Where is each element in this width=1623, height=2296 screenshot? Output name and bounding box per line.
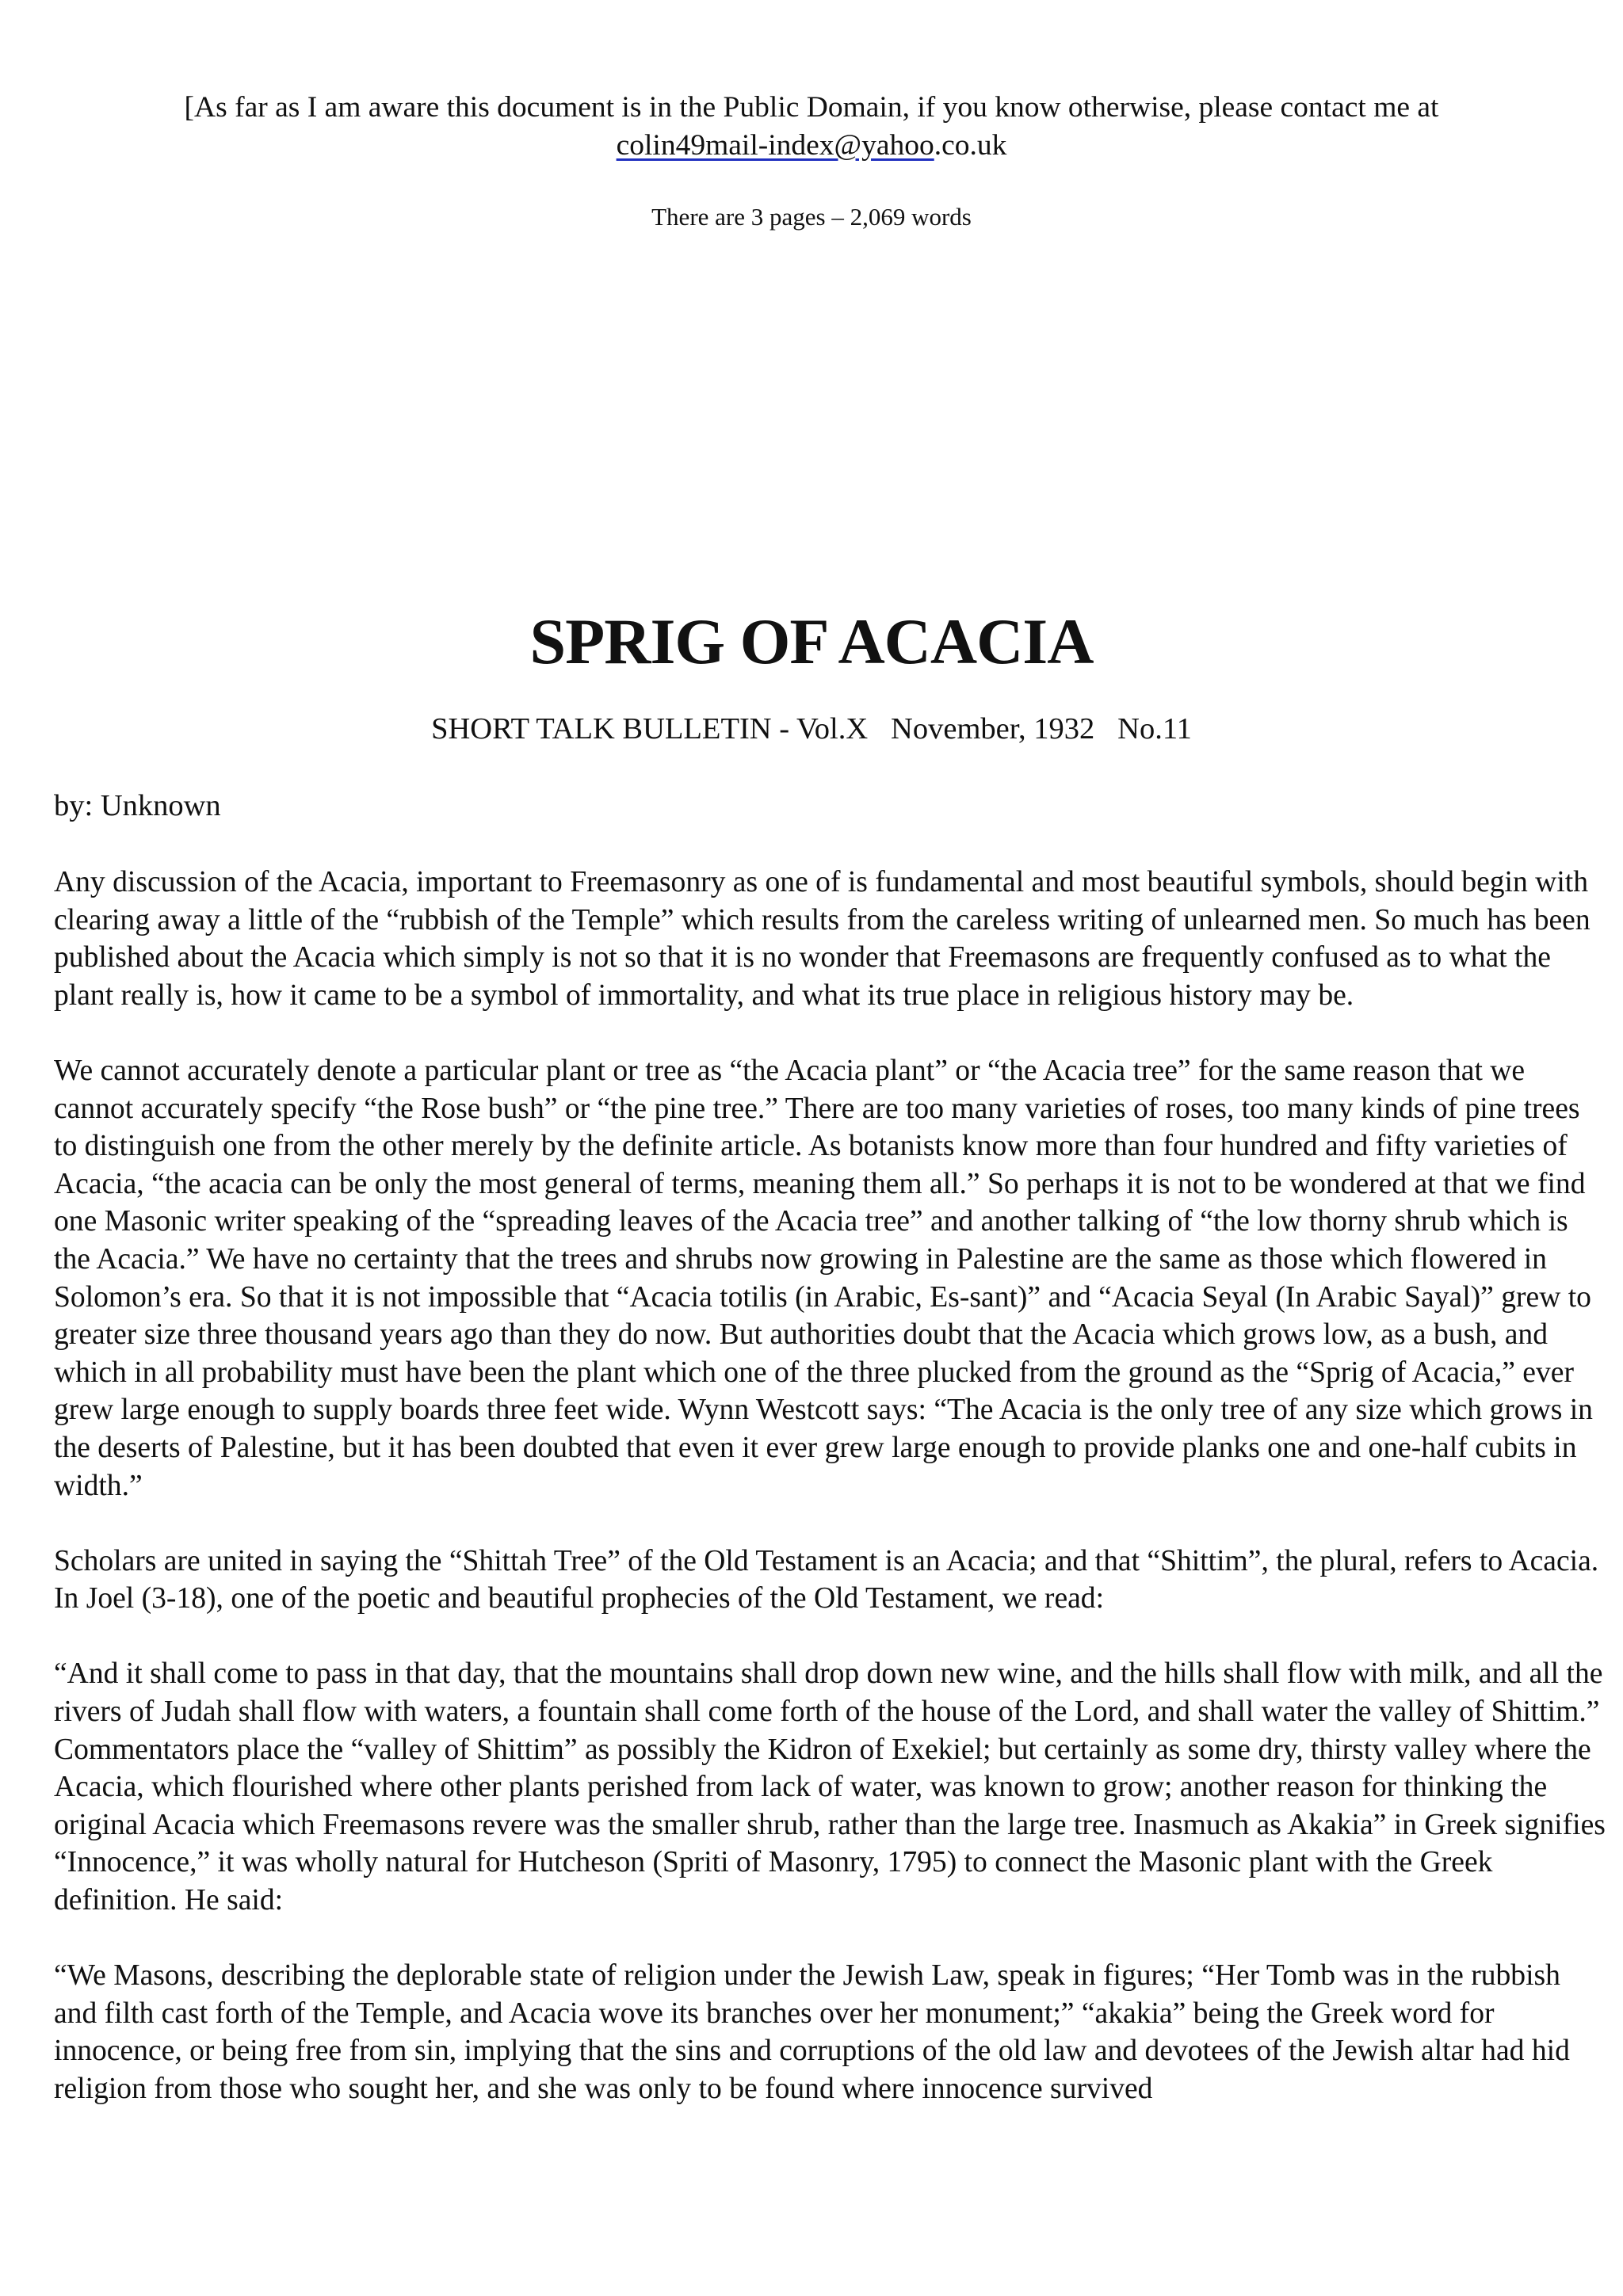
public-domain-notice (95, 89, 1528, 165)
document-subtitle: SHORT TALK BULLETIN - Vol.X November, 1932 No.11 (431, 712, 1192, 746)
paragraph: “And it shall come to pass in that day, that the mountains shall drop down new wine, and the hills shall flow with milk, and all the rivers of Judah shall flow with waters, a fountain shall come forth of the house of the Lord, and shall water the valley of Shittim.” Commentators place the “valley of Shittim” as possibly the Kidron of Exekiel; but certainly as some dry, thirsty valley where the Acacia, which flourished where other plants perished from lack of water, was known to grow; another reason for thinking the original Acacia which Freemasons revere was the smaller shrub, rather than the large tree. Inasmuch as Akakia” in Greek signifies “Innocence,” it was wholly natural for Hutcheson (Spriti of Masonry, 1795) to connect the Masonic plant with the Greek definition. He said: (54, 1657, 1606, 1917)
paragraph: “We Masons, describing the deplorable state of religion under the Jewish Law, speak in figures; “Her Tomb was in the rubbish and filth cast forth of the Temple, and Acacia wove its branches over her monument;” “akakia” being the Greek word for innocence, or being free from sin, implying that the sins and corruptions of the old law and devotees of the Jewish altar had hid religion from those who sought her, and she was only to be found where innocence survived (54, 1959, 1570, 2105)
word-count: There are 3 pages – 2,069 words (651, 203, 972, 231)
email-suffix: .co.uk (934, 129, 1007, 162)
paragraph: Scholars are united in saying the “Shittah Tree” of the Old Testament is an Acacia; and that “Shittim”, the plural, refers to Acacia. In Joel (3-18), one of the poetic and beautiful prophecies of the Old Testament, we read: (54, 1544, 1599, 1615)
document-title: SPRIG OF ACACIA (529, 605, 1094, 677)
paragraph: We cannot accurately denote a particular plant or tree as “the Acacia plant” or “the Acacia tree” for the same reason that we cannot accurately specify “the Rose bush” or “the pine tree.” There are too many varieties of roses, too many kinds of pine trees to distinguish one from the other merely by the definite article. As botanists know more than four hundred and fifty varieties of Acacia, “the acacia can be only the most general of terms, meaning them all.” So perhaps it is not to be wondered at that we find one Masonic writer speaking of the “spreading leaves of the Acacia tree” and another talking of “the low thorny shrub which is the Acacia.” We have no certainty that the trees and shrubs now growing in Palestine are the same as those which flowered in Solomon’s era. So that it is not impossible that “Acacia totilis (in Arabic, Es-sant)” and “Acacia Seyal (In Arabic Sayal)” grew to greater size three thousand years ago than they do now. But authorities doubt that the Acacia which grows low, as a bush, and which in all probability must have been the plant which one of the three plucked from the ground as the “Sprig of Acacia,” ever grew large enough to supply boards three feet wide. Wynn Westcott says: “The Acacia is the only tree of any size which grows in the deserts of Palestine, but it has been doubted that even it ever grew large enough to provide planks one and one-half cubits in width.” (54, 1054, 1593, 1502)
byline: by: Unknown (54, 789, 221, 822)
notice-text: [As far as I am aware this document is in the Public Domain, if you know otherwise, please contact me at (184, 91, 1439, 124)
article-body (54, 864, 1609, 2145)
email-link[interactable]: colin49mail-index@yahoo (616, 129, 934, 162)
paragraph: Any discussion of the Acacia, important to Freemasonry as one of is fundamental and most beautiful symbols, should begin with clearing away a little of the “rubbish of the Temple” which results from the careless writing of unlearned men. So much has been published about the Acacia which simply is not so that it is no wonder that Freemasons are frequently confused as to what the plant really is, how it came to be a symbol of immortality, and what its true place in religious history may be. (54, 866, 1591, 1012)
